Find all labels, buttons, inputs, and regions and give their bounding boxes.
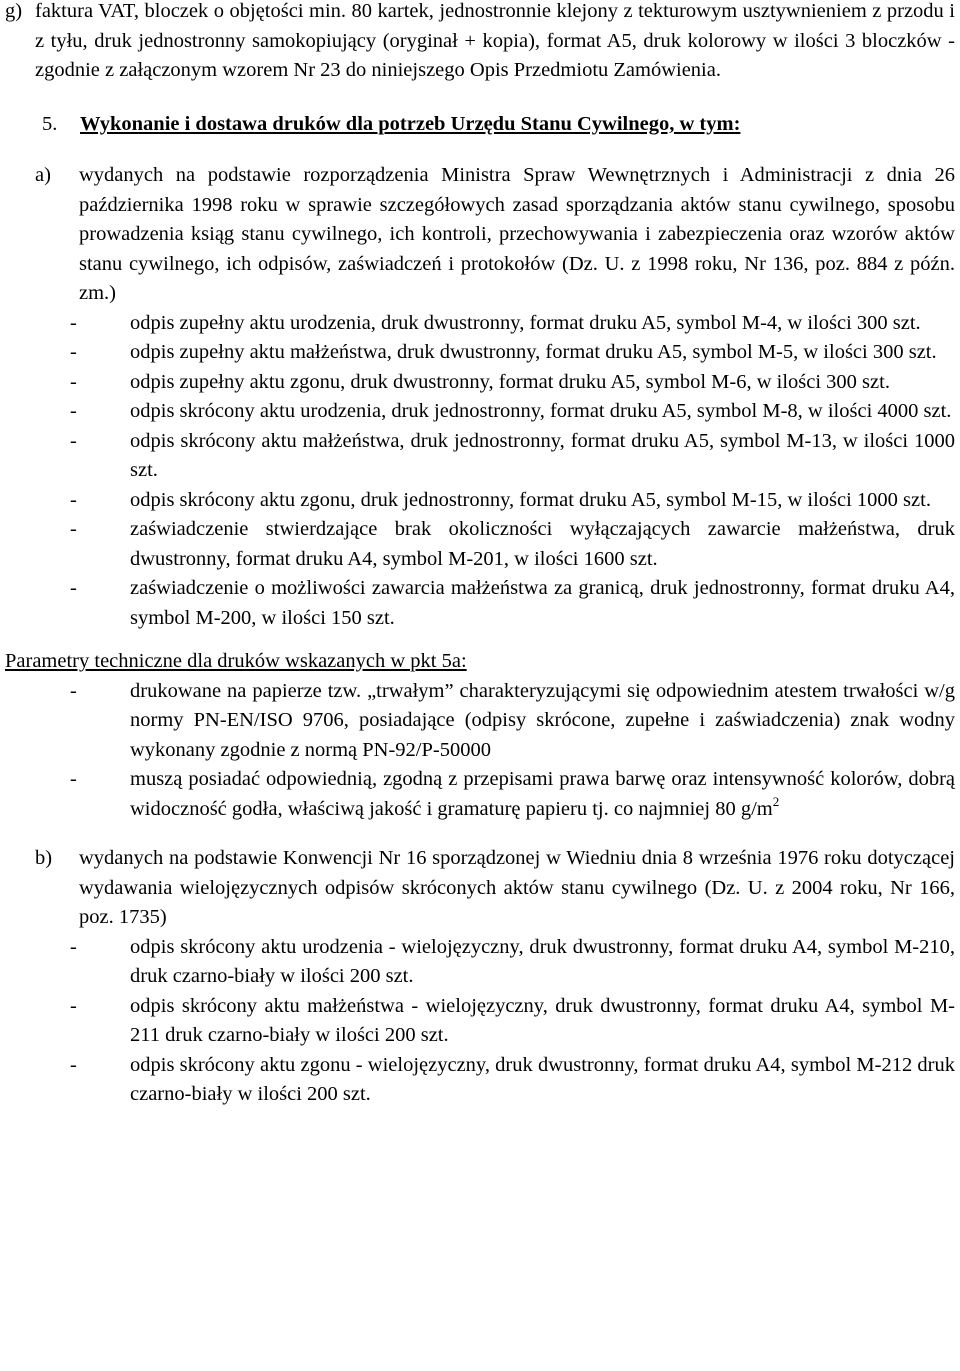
list-item: - muszą posiadać odpowiednią, zgodną z przepisami prawa barwę oraz intensywność kolorów, dobrą widoczność godła, właściwą jakość i gramaturę papieru tj. co najmniej 80 $g/m^2$ <box>70 768 955 820</box>
part-b-list <box>5 933 955 1110</box>
params-item2-text: muszą posiadać odpowiednią, zgodną z przepisami prawa barwę oraz intensywność kolorów, dobrą widoczność godła, właściwą jakość i gramaturę papieru tj. co najmniej 80 g/m <box>130 768 955 820</box>
part-a-intro: wydanych na podstawie rozporządzenia Ministra Spraw Wewnętrznych i Administracji z dnia 26 października 1998 roku w sprawie szczegółowych zasad sporządzania aktów stanu cywilnego, sposobu prowadzenia ksiąg stanu cywilnego, ich kontroli, przechowywania i zabezpieczenia oraz wzorów aktów stanu cywilnego, ich odpisów, zaświadczeń i protokołów (Dz. U. z 1998 roku, Nr 136, poz. 884 z późn. zm.) <box>79 164 955 304</box>
part-a-list <box>5 309 955 634</box>
params-list <box>5 677 955 825</box>
list-item: - odpis zupełny aktu urodzenia, druk dwustronny, format druku A5, symbol M-4, w ilości 300 szt. <box>70 311 921 334</box>
superscript: 2 <box>772 793 780 809</box>
list-item: - odpis zupełny aktu zgonu, druk dwustronny, format druku A5, symbol M-6, w ilości 300 szt. <box>70 370 890 393</box>
list-item: - odpis skrócony aktu zgonu, druk jednostronny, format druku A5, symbol M-15, w ilości 1000 szt. <box>70 488 931 511</box>
document-page <box>5 0 955 1110</box>
list-item: - odpis skrócony aktu małżeństwa - wielojęzyczny, druk dwustronny, format druku A4, symbol M-211 druk czarno-biały w ilości 200 szt. <box>70 994 955 1046</box>
section-5-heading <box>5 110 955 140</box>
list-item: - drukowane na papierze tzw. „trwałym” charakteryzującymi się odpowiednim atestem trwałości w/g normy PN-EN/ISO 9706, posiadające (odpisy skrócone, zupełne i zaświadczenia) znak wodny wykonany zgodnie z normą PN-92/P-50000 <box>70 679 955 761</box>
list-item: - odpis skrócony aktu zgonu - wielojęzyczny, druk dwustronny, format druku A4, symbol M-212 druk czarno-biały w ilości 200 szt. <box>70 1053 955 1105</box>
list-item: - zaświadczenie o możliwości zawarcia małżeństwa za granicą, druk jednostronny, format druku A4, symbol M-200, w ilości 150 szt. <box>70 577 955 629</box>
list-item: - odpis skrócony aktu urodzenia - wielojęzyczny, druk dwustronny, format druku A4, symbol M-210, druk czarno-biały w ilości 200 szt. <box>70 935 955 987</box>
part-b-label: b) <box>35 847 53 869</box>
list-item: - odpis zupełny aktu małżeństwa, druk dwustronny, format druku A5, symbol M-5, w ilości 300 szt. <box>70 341 937 363</box>
params-title: Parametry techniczne dla druków wskazanych w pkt 5a: <box>5 650 467 672</box>
part-a-label: a) <box>35 164 51 186</box>
item-g-label: g) <box>5 0 23 22</box>
part-b-intro: wydanych na podstawie Konwencji Nr 16 sporządzonej w Wiedniu dnia 8 września 1976 roku dotyczącej wydawania wielojęzycznych odpisów skróconych aktów stanu cywilnego (Dz. U. z 2004 roku, Nr 166, poz. 1735) <box>79 847 955 928</box>
section-5-number: 5. <box>42 112 58 135</box>
list-item: - zaświadczenie stwierdzające brak okoliczności wyłączających zawarcie małżeństwa, druk dwustronny, format druku A4, symbol M-201, w ilości 1600 szt. <box>70 518 955 570</box>
item-g <box>5 0 955 86</box>
item-g-text: faktura VAT, bloczek o objętości min. 80 kartek, jednostronnie klejony z tekturowym usztywnieniem z przodu i z tyłu, druk jednostronny samokopiujący (oryginał + kopia), format A5, druk kolorowy w ilości 3 bloczków - zgodnie z załączonym wzorem Nr 23 do niniejszego Opis Przedmiotu Zamówienia. <box>35 0 955 81</box>
part-a <box>5 161 955 309</box>
list-item: - odpis skrócony aktu małżeństwa, druk jednostronny, format druku A5, symbol M-13, w ilości 1000 szt. <box>70 429 955 481</box>
part-b <box>5 844 955 933</box>
section-5-title: Wykonanie i dostawa druków dla potrzeb Urzędu Stanu Cywilnego, w tym: <box>80 112 741 135</box>
list-item: - odpis skrócony aktu urodzenia, druk jednostronny, format druku A5, symbol M-8, w ilości 4000 szt. <box>70 400 952 422</box>
